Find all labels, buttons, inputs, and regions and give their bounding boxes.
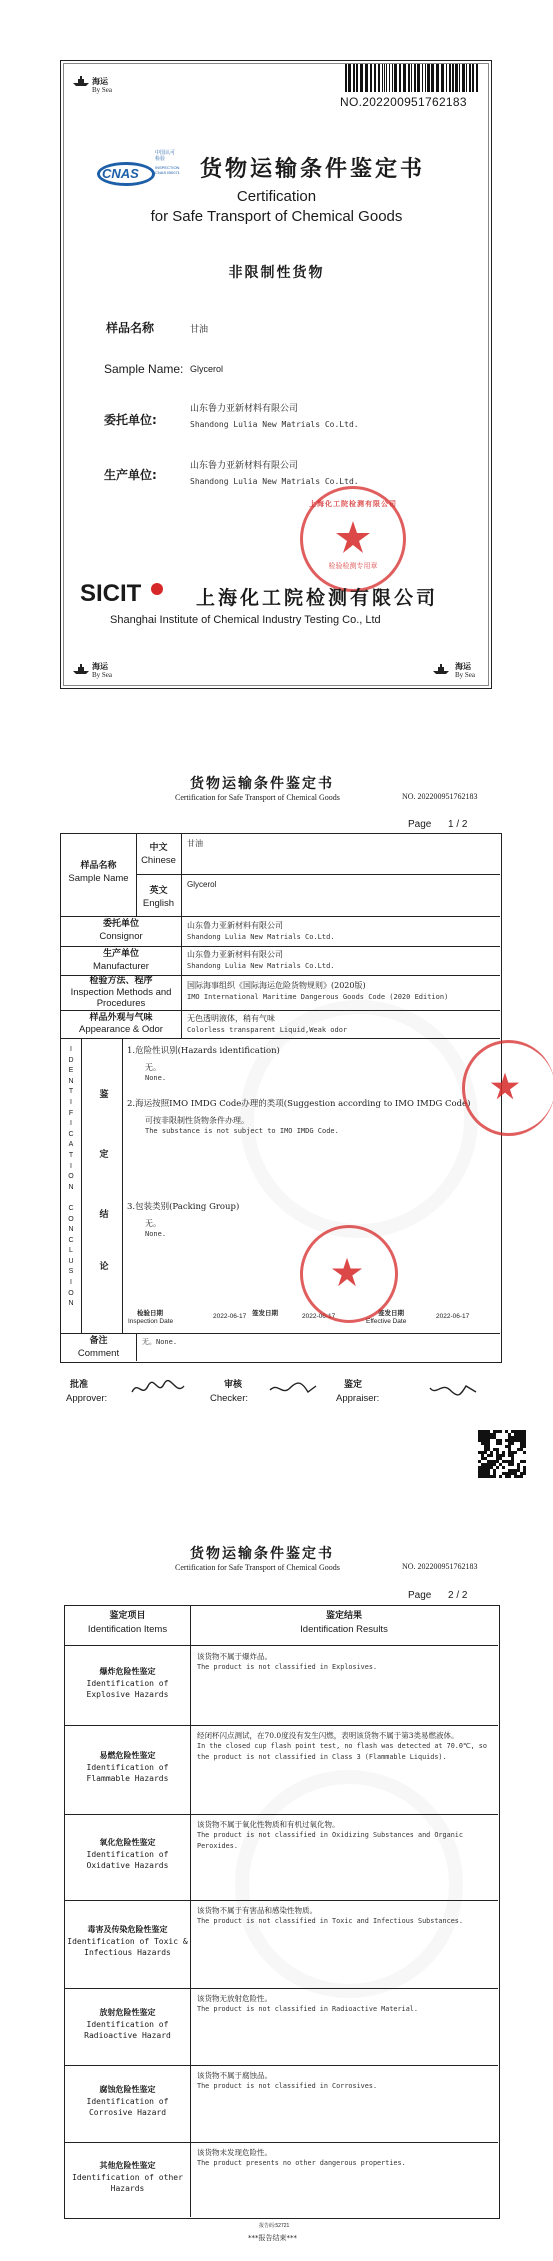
report-code: 报告码:52721 xyxy=(259,2223,290,2229)
table-divider xyxy=(136,874,500,875)
identification-result xyxy=(197,2070,493,2092)
inspection-date-label-cn: 检验日期 xyxy=(137,1309,163,1317)
conclusion-letter: I xyxy=(70,1162,72,1170)
identification-item-en: Identification of xyxy=(86,1850,169,1859)
ship-icon xyxy=(72,664,90,675)
by-sea-en: By Sea xyxy=(92,86,113,94)
method-value-cn: 国际海事组织《国际海运危险货物规则》(2020版) xyxy=(187,981,366,990)
identification-result-en: The product is not classified in Corrosives. xyxy=(197,2082,378,2090)
chinese-label-en: Chinese xyxy=(141,855,176,866)
table-divider xyxy=(61,1038,500,1039)
identification-item-en: Identification of xyxy=(86,1763,169,1772)
page2-title-cn: 货物运输条件鉴定书 xyxy=(190,776,334,792)
chinese-label-cn: 中文 xyxy=(149,843,168,853)
by-sea-en: By Sea xyxy=(92,671,113,679)
consignor-value-en: Shandong Lulia New Matrials Co.Ltd. xyxy=(187,933,335,941)
conclusion-letter: N xyxy=(68,1183,74,1191)
identification-item xyxy=(65,1837,190,1871)
consignor-label-cn: 委托单位 xyxy=(102,919,139,929)
remark-label-cn: 备注 xyxy=(89,1336,108,1346)
appraiser-label-cn: 鉴定 xyxy=(344,1380,363,1390)
checker-label-cn: 审核 xyxy=(224,1380,243,1390)
conclusion-char-cn: 论 xyxy=(99,1262,109,1272)
identification-item-en: Oxidative Hazards xyxy=(86,1861,169,1870)
approver-label-cn: 批准 xyxy=(70,1380,89,1390)
identification-item-en: Identification of other xyxy=(72,2173,183,2182)
conclusion-1-en: None. xyxy=(145,1074,167,1082)
conclusion-3-title: 3.包装类别(Packing Group) xyxy=(127,1202,240,1212)
sicit-dot-icon xyxy=(150,582,164,596)
barcode xyxy=(343,64,483,92)
identification-item-en: Identification of Toxic & xyxy=(67,1937,188,1946)
conclusion-letter: C xyxy=(68,1204,74,1212)
conclusion-letter: U xyxy=(68,1257,74,1265)
identification-row xyxy=(65,1725,498,1814)
seal-text: 上海化工院检测有限公司 xyxy=(309,500,397,508)
consignor-label-en: Consignor xyxy=(99,931,143,942)
remark-label-en: Comment xyxy=(77,1348,120,1359)
identification-item-cn: 毒害及传染危险性鉴定 xyxy=(87,1925,168,1934)
identification-item xyxy=(65,2007,190,2041)
conclusion-letter: N xyxy=(68,1077,74,1085)
red-seal xyxy=(300,486,406,592)
sample-name-label-cn: 样品名称 xyxy=(80,861,117,871)
identification-row xyxy=(65,1988,498,2065)
conclusion-2-cn: 可按非限制性货物条件办理。 xyxy=(145,1116,249,1125)
conclusion-2-title: 2.海运按照IMO IMDG Code办理的类项(Suggestion according to IMO IMDG Code) xyxy=(127,1099,471,1109)
red-seal-partial xyxy=(462,1040,553,1136)
identification-item-cn: 爆炸危险性鉴定 xyxy=(99,1667,156,1676)
appraiser-signature xyxy=(428,1378,478,1400)
page3-page-num: 2 / 2 xyxy=(448,1590,468,1601)
conclusion-letter: C xyxy=(68,1236,74,1244)
qr-code xyxy=(478,1430,526,1478)
ship-icon xyxy=(72,76,90,87)
conclusion-2-en: The substance is not subject to IMO IMDG Code. xyxy=(145,1127,339,1135)
page3-title-cn: 货物运输条件鉴定书 xyxy=(190,1546,334,1562)
conclusion-letter: C xyxy=(68,1130,74,1138)
table-divider xyxy=(122,1038,123,1333)
issuer-name-cn: 上海化工院检测有限公司 xyxy=(196,587,439,609)
conclusion-letter: T xyxy=(68,1151,74,1159)
identification-item-en: Flammable Hazards xyxy=(86,1774,169,1783)
identification-item xyxy=(65,1666,190,1700)
sample-name-label-cn: 样品名称 xyxy=(106,321,155,335)
sample-name-value-en: Glycerol xyxy=(187,880,217,889)
conclusion-3-cn: 无。 xyxy=(145,1219,161,1228)
conclusion-letter: I xyxy=(70,1098,72,1106)
identification-result-cn: 该货物不属于有害品和感染性物质。 xyxy=(197,1906,317,1915)
conclusion-letter: N xyxy=(68,1226,74,1234)
identification-result-en: The product is not classified in Explosives. xyxy=(197,1663,378,1671)
cnas-logo xyxy=(96,152,156,192)
identification-result xyxy=(197,1819,493,1852)
identification-result-en: In the closed cup flash point test, no flash was detected at 70.0℃, so the product is not classified in Class 3 (Flammable Liquids). xyxy=(197,1742,487,1761)
appearance-label-cn: 样品外观与气味 xyxy=(89,1013,153,1023)
identification-item-en: Infectious Hazards xyxy=(84,1948,171,1957)
sicit-logo-text: SICIT xyxy=(80,580,142,607)
identification-item-en: Corrosive Hazard xyxy=(88,2108,167,2117)
method-label-en-2: Procedures xyxy=(96,998,146,1009)
seal-star-icon xyxy=(490,1071,520,1101)
remark-value: 无。None. xyxy=(142,1338,178,1346)
identification-item xyxy=(65,2084,190,2118)
identification-result-cn: 该货物未发现危险性。 xyxy=(197,2148,272,2157)
page3-number: NO. 202200951762183 xyxy=(402,1562,478,1571)
identification-result-cn: 该货物不属于腐蚀品。 xyxy=(197,2071,272,2080)
identification-item xyxy=(65,1750,190,1784)
identification-item-en: Identification of xyxy=(86,2020,169,2029)
inspection-date-label-en: Inspection Date xyxy=(128,1318,174,1325)
table-divider xyxy=(181,834,182,916)
by-sea-en: By Sea xyxy=(455,671,476,679)
appearance-label-en: Appearance & Odor xyxy=(79,1024,163,1035)
issue-date-label-en: Effective Date xyxy=(366,1318,407,1325)
certificate-number: NO.202200951762183 xyxy=(340,95,467,109)
conclusion-letter: I xyxy=(70,1046,72,1053)
approver-signature xyxy=(130,1378,186,1400)
identification-item-cn: 腐蚀危险性鉴定 xyxy=(99,2085,156,2094)
page2-title-en: Certification for Safe Transport of Chemical Goods xyxy=(175,793,340,802)
conclusion-char-cn: 定 xyxy=(99,1150,109,1160)
identification-item-cn: 易燃危险性鉴定 xyxy=(99,1751,156,1760)
sample-name-label-en: Sample Name: xyxy=(104,362,184,376)
identification-result-en: The product is not classified in Radioactive Material. xyxy=(197,2005,418,2013)
conclusion-letter: L xyxy=(69,1247,73,1255)
sample-name-label-en: Sample Name xyxy=(68,873,129,884)
identification-result-cn: 该货物不属于爆炸品。 xyxy=(197,1652,272,1661)
sicit-logo xyxy=(80,580,141,608)
issue-date-label-cn-2: 签发日期 xyxy=(378,1309,404,1317)
seal-star-icon xyxy=(335,519,371,555)
page2-page-label: Page xyxy=(408,819,432,830)
conclusion-label-cn xyxy=(92,1045,116,1325)
identification-row xyxy=(65,2142,498,2217)
identification-result xyxy=(197,1730,493,1763)
checker-signature xyxy=(268,1378,318,1400)
table-divider xyxy=(81,1038,82,1333)
identification-result-cn: 经闭杯闪点测试，在70.0度没有发生闪燃，表明该货物不属于第3类易燃液体。 xyxy=(197,1731,459,1740)
cnas-small-cn: 中国认可 检验 xyxy=(155,150,176,162)
conclusion-1-cn: 无。 xyxy=(145,1063,161,1072)
identification-result xyxy=(197,1651,493,1673)
page2-number: NO. 202200951762183 xyxy=(402,792,478,801)
head-results-cn: 鉴定结果 xyxy=(325,1611,362,1621)
consignor-value-en: Shandong Lulia New Matrials Co.Ltd. xyxy=(190,420,359,429)
consignor-label: 委托单位: xyxy=(104,413,157,427)
identification-result-cn: 该货物不属于氧化性物质和有机过氧化物。 xyxy=(197,1820,340,1829)
page2-page-num: 1 / 2 xyxy=(448,819,468,830)
appearance-value-cn: 无色透明液体，稍有气味 xyxy=(187,1014,275,1023)
conclusion-1-title: 1.危险性识别(Hazards identification) xyxy=(127,1046,280,1056)
page3-page-label: Page xyxy=(408,1590,432,1601)
issuer-name-en: Shanghai Institute of Chemical Industry Testing Co., Ltd xyxy=(110,614,381,626)
inspection-date-value: 2022-06-17 xyxy=(213,1313,247,1320)
identification-row xyxy=(65,1646,498,1725)
conclusion-letter: O xyxy=(68,1173,74,1181)
conclusion-letter: O xyxy=(68,1215,74,1223)
conclusion-char-cn: 鉴 xyxy=(99,1090,109,1100)
identification-result xyxy=(197,2147,493,2169)
issue-date-label-cn: 签发日期 xyxy=(252,1309,278,1317)
identification-item-en: Explosive Hazards xyxy=(86,1690,169,1699)
conclusion-3-en: None. xyxy=(145,1230,167,1238)
red-seal xyxy=(300,1225,398,1323)
identification-item xyxy=(65,2160,190,2194)
conclusion-letter xyxy=(66,1193,76,1204)
head-results-en: Identification Results xyxy=(300,1624,388,1635)
consignor-value-cn: 山东鲁力亚新材料有限公司 xyxy=(190,404,299,414)
identification-result-cn: 该货物无放射危险性。 xyxy=(197,1994,272,2003)
identification-row xyxy=(65,1814,498,1900)
identification-item-cn: 其他危险性鉴定 xyxy=(99,2161,156,2170)
identification-item-cn: 放射危险性鉴定 xyxy=(99,2008,156,2017)
seal-star-icon xyxy=(331,1256,363,1288)
by-sea-cn: 海运 xyxy=(455,662,471,671)
issue-date-value-2: 2022-06-17 xyxy=(436,1313,470,1320)
english-label-cn: 英文 xyxy=(149,886,168,896)
identification-result-en: The product presents no other dangerous properties. xyxy=(197,2159,406,2167)
identification-item-en: Identification of xyxy=(86,1679,169,1688)
sample-name-value-cn: 甘油 xyxy=(190,325,209,335)
table-divider xyxy=(181,916,182,1038)
conclusion-letter: S xyxy=(68,1268,74,1276)
conclusion-letter: O xyxy=(68,1289,74,1297)
conclusion-letter: I xyxy=(70,1120,72,1128)
cnas-logo-text: CNAS xyxy=(102,166,139,181)
identification-result-en: The product is not classified in Oxidizing Substances and Organic Peroxides. xyxy=(197,1831,463,1850)
manufacturer-value-cn: 山东鲁力亚新材料有限公司 xyxy=(187,950,283,959)
page3-title-en: Certification for Safe Transport of Chemical Goods xyxy=(175,1563,340,1572)
table-divider xyxy=(61,1010,500,1011)
checker-label-en: Checker: xyxy=(210,1393,249,1404)
identification-result xyxy=(197,1993,493,2015)
conclusion-letter: E xyxy=(68,1067,74,1075)
table-divider xyxy=(136,1333,137,1361)
cover-title-en-1: Certification xyxy=(236,188,317,205)
manufacturer-label-en: Manufacturer xyxy=(93,961,149,972)
seal-sub-text: 检验检测专用章 xyxy=(328,562,378,570)
manufacturer-value-cn: 山东鲁力亚新材料有限公司 xyxy=(190,461,299,471)
identification-item xyxy=(65,1924,190,1958)
conclusion-char-cn: 结 xyxy=(99,1210,109,1220)
ship-icon xyxy=(432,664,450,675)
sample-name-value-en: Glycerol xyxy=(190,364,224,374)
table-divider xyxy=(61,946,500,947)
identification-item-en: Hazards xyxy=(110,2184,145,2193)
identification-item-en: Radioactive Hazard xyxy=(84,2031,171,2040)
manufacturer-label-cn: 生产单位 xyxy=(102,949,139,959)
identification-result-en: The product is not classified in Toxic and Infectious Substances. xyxy=(197,1917,463,1925)
head-items-en: Identification Items xyxy=(87,1624,168,1635)
conclusion-label-en xyxy=(66,1045,76,1310)
classification-title: 非限制性货物 xyxy=(228,265,325,281)
conclusion-letter: I xyxy=(70,1279,72,1287)
conclusion-letter: D xyxy=(68,1056,74,1064)
cnas-small-en: INSPECTION CNAS IB0071 xyxy=(155,165,180,175)
identification-row xyxy=(65,2065,498,2142)
identification-row xyxy=(65,1900,498,1988)
manufacturer-value-en: Shandong Lulia New Matrials Co.Ltd. xyxy=(190,477,359,486)
conclusion-letter: N xyxy=(68,1300,74,1308)
identification-item-cn: 氧化危险性鉴定 xyxy=(99,1838,156,1847)
issue-date-value: 2022-06-17 xyxy=(302,1313,336,1320)
cover-title-cn: 货物运输条件鉴定书 xyxy=(200,157,426,182)
identification-item-en: Identification of xyxy=(86,2097,169,2106)
appraiser-label-en: Appraiser: xyxy=(336,1393,380,1404)
sample-name-value-cn: 甘油 xyxy=(187,839,203,848)
cover-title-en-2: for Safe Transport of Chemical Goods xyxy=(150,208,403,225)
approver-label-en: Approver: xyxy=(66,1393,108,1404)
method-label-cn: 检验方法、程序 xyxy=(89,976,153,986)
english-label-en: English xyxy=(142,898,175,909)
report-end-mark: ***报告结束*** xyxy=(248,2234,297,2242)
appearance-value-en: Colorless transparent Liquid,Weak odor xyxy=(187,1026,348,1034)
by-sea-cn: 海运 xyxy=(92,77,108,86)
identification-result xyxy=(197,1905,493,1927)
head-items-cn: 鉴定项目 xyxy=(109,1611,146,1621)
conclusion-letter: T xyxy=(68,1088,74,1096)
table-divider xyxy=(61,916,500,917)
manufacturer-value-en: Shandong Lulia New Matrials Co.Ltd. xyxy=(187,962,335,970)
method-value-en: IMO International Maritime Dangerous Goods Code (2020 Edition) xyxy=(187,993,449,1001)
manufacturer-label: 生产单位: xyxy=(104,468,157,482)
conclusion-letter: F xyxy=(68,1109,74,1117)
method-label-en-1: Inspection Methods and xyxy=(70,987,172,998)
conclusion-letter: A xyxy=(68,1141,74,1149)
by-sea-cn: 海运 xyxy=(92,662,108,671)
table-divider xyxy=(61,1333,500,1334)
consignor-value-cn: 山东鲁力亚新材料有限公司 xyxy=(187,921,283,930)
